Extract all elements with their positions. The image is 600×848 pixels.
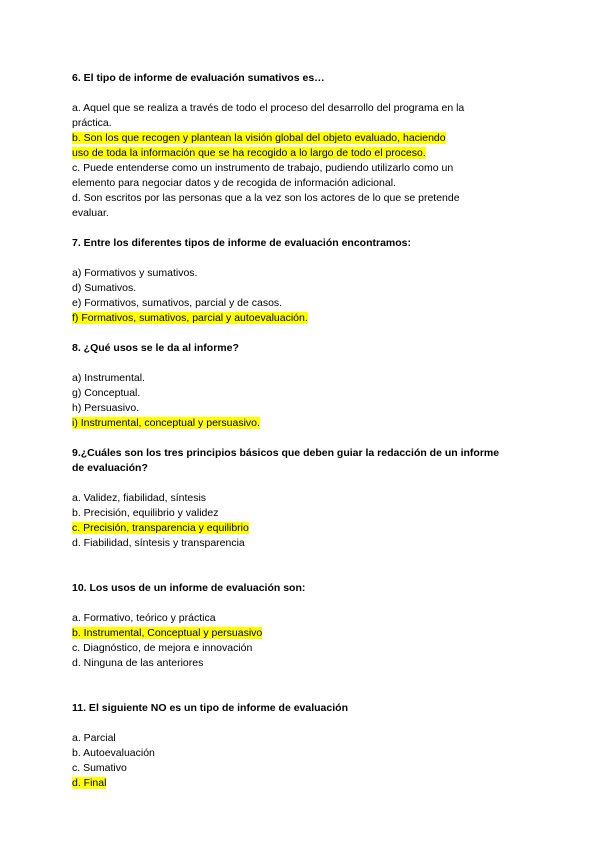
option-line: práctica. bbox=[72, 117, 112, 129]
correct-answer-highlight: c. Precisión, transparencia y equilibrio bbox=[72, 522, 249, 534]
option-line: h) Persuasivo. bbox=[72, 402, 140, 414]
option-line: d) Sumativos. bbox=[72, 282, 137, 294]
option-line: d. Son escritos por las personas que a la vez son los actores de lo que se pretende bbox=[72, 192, 460, 204]
option-line: b. Autoevaluación bbox=[72, 747, 155, 759]
option-line: a) Formativos y sumativos. bbox=[72, 267, 198, 279]
question-7-options bbox=[72, 266, 542, 326]
option-line: a. Parcial bbox=[72, 732, 116, 744]
option-line: c. Sumativo bbox=[72, 762, 127, 774]
question-8-options bbox=[72, 371, 542, 431]
option-line: g) Conceptual. bbox=[72, 387, 141, 399]
question-8-title: 8. ¿Qué usos se le da al informe? bbox=[72, 342, 239, 354]
correct-answer-highlight: b. Instrumental, Conceptual y persuasivo bbox=[72, 627, 263, 639]
option-line: a) Instrumental. bbox=[72, 372, 145, 384]
option-line: d. Fiabilidad, síntesis y transparencia bbox=[72, 537, 245, 549]
option-line: c. Diagnóstico, de mejora e innovación bbox=[72, 642, 253, 654]
document-page bbox=[72, 71, 542, 791]
correct-answer-highlight: i) Instrumental, conceptual y persuasivo. bbox=[72, 417, 260, 429]
correct-answer-highlight: d. Final bbox=[72, 777, 107, 789]
correct-answer-highlight: uso de toda la información que se ha recogido a lo largo de todo el proceso. bbox=[72, 147, 426, 159]
option-line: evaluar. bbox=[72, 207, 109, 219]
question-6-title: 6. El tipo de informe de evaluación sumativos es… bbox=[72, 72, 325, 84]
option-line: d. Ninguna de las anteriores bbox=[72, 657, 204, 669]
option-line: a. Formativo, teórico y práctica bbox=[72, 612, 216, 624]
option-line: a. Validez, fiabilidad, síntesis bbox=[72, 492, 207, 504]
question-9-title-line: 9.¿Cuáles son los tres principios básicos que deben guiar la redacción de un informe bbox=[72, 447, 500, 459]
option-line: c. Puede entenderse como un instrumento de trabajo, pudiendo utilizarlo como un bbox=[72, 162, 454, 174]
question-11-options bbox=[72, 731, 542, 791]
option-line: a. Aquel que se realiza a través de todo el proceso del desarrollo del programa en la bbox=[72, 102, 465, 114]
question-9-title-line: de evaluación? bbox=[72, 462, 148, 474]
option-line: elemento para negociar datos y de recogida de información adicional. bbox=[72, 177, 396, 189]
correct-answer-highlight: b. Son los que recogen y plantean la visión global del objeto evaluado, haciendo bbox=[72, 132, 446, 144]
question-10-options bbox=[72, 611, 542, 671]
question-7-title: 7. Entre los diferentes tipos de informe de evaluación encontramos: bbox=[72, 237, 411, 249]
question-6-options bbox=[72, 101, 542, 221]
option-line: e) Formativos, sumativos, parcial y de casos. bbox=[72, 297, 283, 309]
question-9-title bbox=[72, 446, 542, 476]
correct-answer-highlight: f) Formativos, sumativos, parcial y autoevaluación. bbox=[72, 312, 308, 324]
question-10-title: 10. Los usos de un informe de evaluación son: bbox=[72, 582, 306, 594]
question-11-title: 11. El siguiente NO es un tipo de informe de evaluación bbox=[72, 702, 348, 714]
question-9-options bbox=[72, 491, 542, 551]
option-line: b. Precisión, equilibrio y validez bbox=[72, 507, 219, 519]
